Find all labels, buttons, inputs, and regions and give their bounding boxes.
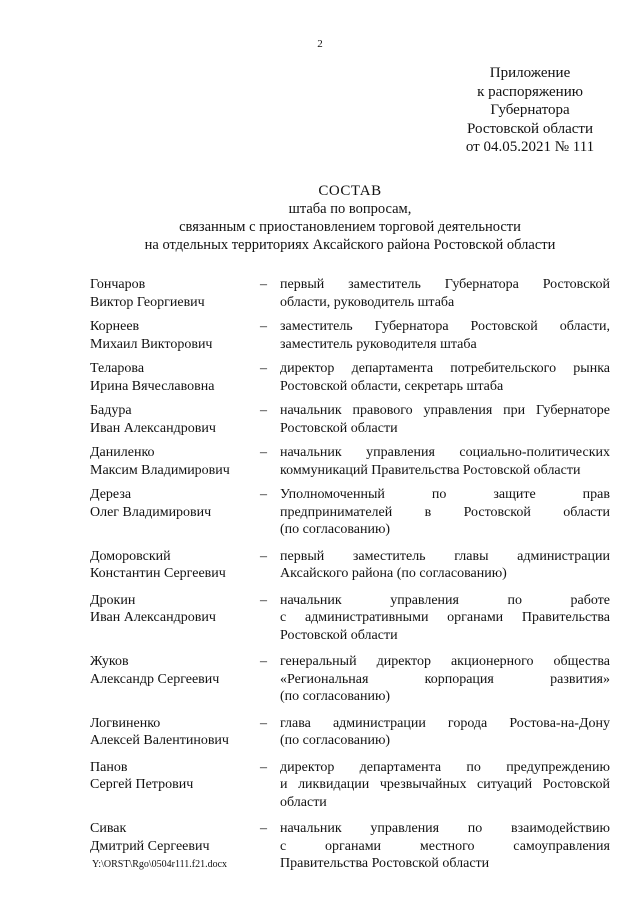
member-surname: Доморовский (90, 548, 171, 564)
member-given-name: Дмитрий Сергеевич (90, 838, 210, 854)
member-role-line: начальник управления социально-политических (280, 445, 610, 460)
member-role-line: заместитель Губернатора Ростовской области, (280, 319, 610, 334)
member-dash: – (260, 548, 267, 564)
member-role-line: Правительства Ростовской области (280, 856, 490, 871)
member-given-name: Сергей Петрович (90, 777, 194, 792)
member-name (90, 360, 258, 395)
member-role-line: и ликвидации чрезвычайных ситуаций Ростовской (280, 777, 610, 792)
member-role (280, 444, 610, 479)
appendix-block (430, 64, 630, 157)
member-dash: – (260, 361, 267, 376)
member-surname: Даниленко (90, 445, 155, 460)
member-dash: – (260, 277, 267, 292)
member-name (90, 276, 258, 311)
member-row (90, 653, 610, 706)
member-given-name: Михаил Викторович (90, 336, 213, 352)
member-role-line: директор департамента по предупреждению (280, 759, 610, 775)
member-name (90, 318, 258, 353)
member-given-name: Олег Владимирович (90, 504, 212, 520)
document-title (0, 182, 640, 254)
member-role (280, 653, 610, 706)
member-dash: – (260, 592, 267, 608)
title-line: штаба по вопросам, (288, 201, 412, 217)
member-surname: Логвиненко (90, 715, 161, 731)
member-role (280, 592, 610, 645)
member-row (90, 360, 610, 395)
member-given-name: Александр Сергеевич (90, 671, 220, 687)
member-given-name: Константин Сергеевич (90, 566, 226, 581)
member-role-line: с органами местного самоуправления (280, 838, 610, 854)
member-row (90, 276, 610, 311)
member-given-name: Иван Александрович (90, 610, 216, 625)
member-surname: Корнеев (90, 319, 140, 334)
member-surname: Сивак (90, 821, 127, 836)
member-surname: Бадура (90, 403, 132, 418)
member-row (90, 548, 610, 583)
appendix-line: Губернатора (490, 102, 570, 118)
member-name (90, 402, 258, 437)
member-given-name: Ирина Вячеславовна (90, 378, 215, 394)
member-role-line: области (280, 794, 327, 810)
member-name (90, 548, 258, 583)
member-role-line: Ростовской области, секретарь штаба (280, 378, 504, 394)
member-given-name: Виктор Георгиевич (90, 294, 205, 310)
member-role-line: с административными органами Правительства (280, 610, 610, 625)
member-role-line: Уполномоченный по защите прав (280, 487, 610, 502)
member-role-line: «Региональная корпорация развития» (280, 671, 610, 687)
member-role (280, 548, 610, 583)
page-number: 2 (317, 38, 323, 50)
member-name (90, 653, 258, 706)
appendix-line: к распоряжению (477, 83, 583, 100)
member-name (90, 444, 258, 479)
member-surname: Дереза (90, 487, 132, 502)
member-role-line: (по согласованию) (280, 522, 391, 537)
member-surname: Гончаров (90, 277, 146, 292)
member-surname: Теларова (90, 361, 145, 376)
file-path-footer: Y:\ORST\Rgo\0504r111.f21.docx (92, 859, 228, 870)
member-role-line: области, руководитель штаба (280, 294, 455, 310)
member-role-line: Ростовской области (280, 420, 398, 436)
member-role-line: предпринимателей в Ростовской области (280, 504, 610, 520)
member-role (280, 715, 610, 750)
member-given-name: Иван Александрович (90, 420, 216, 436)
member-role-line: глава администрации города Ростова-на-Дону (280, 715, 610, 731)
member-dash: – (260, 654, 267, 669)
member-row (90, 318, 610, 353)
member-role (280, 820, 610, 873)
member-role-line: генеральный директор акционерного общества (280, 654, 610, 669)
member-surname: Дрокин (90, 592, 136, 608)
member-role-line: директор департамента потребительского рынка (280, 361, 610, 376)
title-line: связанным с приостановлением торговой деятельности (179, 219, 521, 235)
member-row (90, 759, 610, 812)
member-role (280, 486, 610, 539)
member-role-line: заместитель руководителя штаба (280, 336, 477, 352)
member-given-name: Алексей Валентинович (90, 733, 229, 748)
member-role-line: первый заместитель главы администрации (280, 548, 610, 564)
appendix-line: от 04.05.2021 № 111 (465, 139, 595, 155)
member-role-line: коммуникаций Правительства Ростовской области (280, 462, 581, 478)
member-row (90, 444, 610, 479)
member-dash: – (260, 403, 267, 418)
member-dash: – (260, 821, 267, 836)
title-heading: СОСТАВ (318, 183, 382, 199)
member-role-line: начальник управления по работе (280, 592, 610, 608)
title-line: на отдельных территориях Аксайского района Ростовской области (144, 237, 556, 253)
member-role (280, 759, 610, 812)
member-dash: – (260, 759, 267, 775)
member-role-line: (по согласованию) (280, 689, 391, 704)
member-role-line: Ростовской области (280, 627, 398, 643)
member-row (90, 402, 610, 437)
member-role (280, 318, 610, 353)
member-role (280, 402, 610, 437)
member-dash: – (260, 487, 267, 502)
appendix-line: Ростовской области (467, 120, 593, 137)
member-surname: Жуков (90, 654, 129, 669)
member-role-line: начальник правового управления при Губернаторе (280, 403, 610, 418)
member-role-line: первый заместитель Губернатора Ростовской (280, 277, 610, 292)
member-row (90, 715, 610, 750)
member-dash: – (260, 319, 267, 334)
member-role (280, 360, 610, 395)
member-dash: – (260, 715, 267, 731)
member-name (90, 715, 258, 750)
member-role (280, 276, 610, 311)
member-name (90, 759, 258, 812)
member-surname: Панов (90, 759, 128, 775)
member-row (90, 592, 610, 645)
member-name (90, 486, 258, 539)
member-role-line: Аксайского района (по согласованию) (280, 566, 507, 581)
member-name (90, 592, 258, 645)
appendix-line: Приложение (489, 65, 571, 81)
member-dash: – (260, 445, 267, 460)
member-row (90, 486, 610, 539)
member-role-line: начальник управления по взаимодействию (280, 821, 610, 836)
member-given-name: Максим Владимирович (90, 462, 230, 478)
members-list (90, 268, 610, 873)
member-role-line: (по согласованию) (280, 733, 391, 748)
